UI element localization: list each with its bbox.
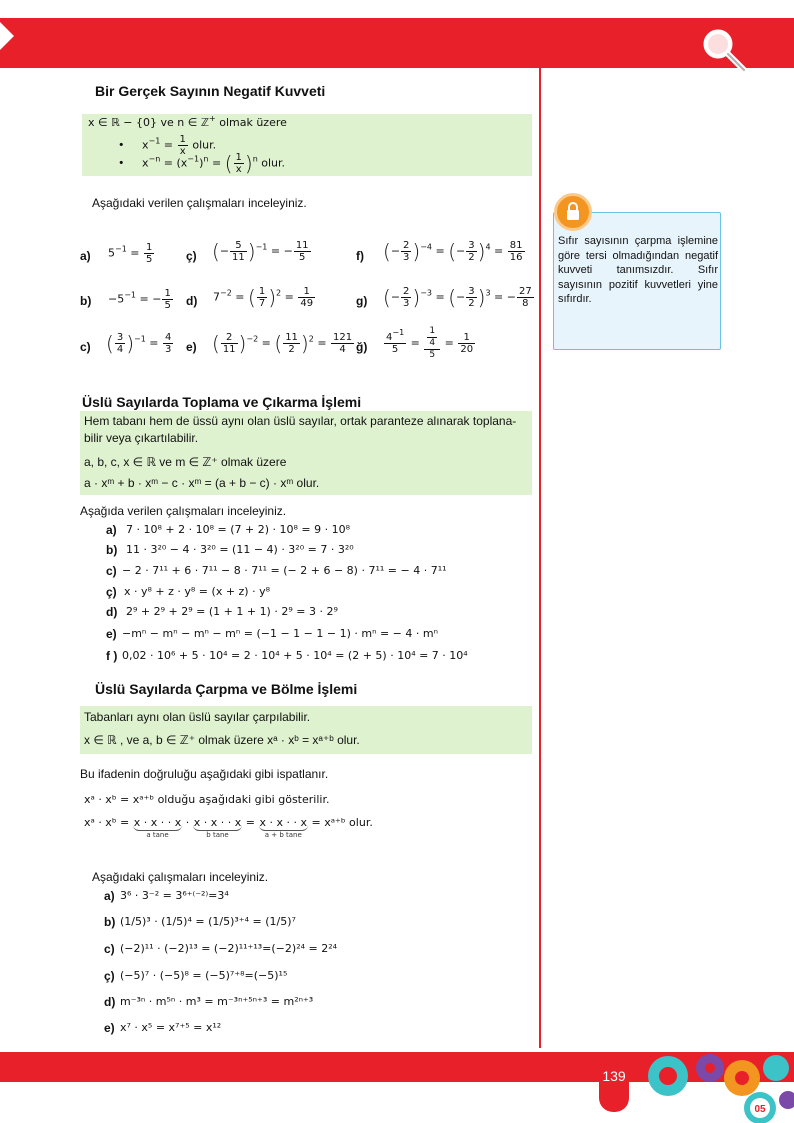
example-e: ( $\frac{2}{11}$ )$^{-2}$ = ( $\frac{11}{2}$ )$^2$ = $\frac{121}{4}$: [212, 331, 353, 356]
proof-line-1: xᵃ · xᵇ = xᵃ⁺ᵇ olduğu aşağıdaki gibi gösterilir.: [84, 793, 330, 806]
add-item-expr: x · y⁸ + z · y⁸ = (x + z) · y⁸: [124, 585, 271, 598]
rule-add-line-1: Hem tabanı hem de üssü aynı olan üslü sayılar, ortak paranteze alınarak toplana-: [84, 414, 517, 428]
add-item-label: d): [106, 605, 118, 619]
rule-add-line-3: a, b, c, x ∈ ℝ ve m ∈ ℤ⁺ olmak üzere: [84, 455, 287, 469]
proof-line-2: xᵃ · xᵇ = x · x · · x a tane · x · x · · x b tane = x · x · · x a + b tane = xᵃ⁺ᵇ olur.: [84, 816, 373, 839]
add-item-expr: 11 · 3²⁰ − 4 · 3²⁰ = (11 − 4) · 3²⁰ = 7 · 3²⁰: [126, 543, 354, 556]
add-item-expr: − 2 · 7¹¹ + 6 · 7¹¹ − 8 · 7¹¹ = (− 2 + 6 − 8) · 7¹¹ = − 4 · 7¹¹: [122, 564, 447, 577]
page-number: 139: [602, 1068, 626, 1084]
mult-item-label: d): [104, 995, 116, 1009]
header-bar: [0, 18, 794, 68]
add-item-label: f ): [106, 649, 118, 663]
mult-item-expr: (1/5)³ · (1/5)⁴ = (1/5)³⁺⁴ = (1/5)⁷: [120, 915, 296, 928]
add-item-label: a): [106, 523, 117, 537]
example-gg: $\frac{4^{-1}}{5}$ = $\frac{\frac{1}{4}}{5}$ = $\frac{1}{20}$: [386, 326, 474, 360]
add-item-label: c): [106, 564, 117, 578]
add-item-expr: 0,02 · 10⁶ + 5 · 10⁴ = 2 · 10⁴ + 5 · 10⁴ = (2 + 5) · 10⁴ = 7 · 10⁴: [122, 649, 468, 662]
badge-number: 05: [754, 1104, 766, 1115]
add-item-label: ç): [106, 585, 117, 599]
section-title-negative-power: Bir Gerçek Sayının Negatif Kuvveti: [95, 83, 326, 99]
example-b: $-5^{-1}$ = − $\frac{1}{5}$: [108, 288, 171, 311]
add-item-expr: 2⁹ + 2⁹ + 2⁹ = (1 + 1 + 1) · 2⁹ = 3 · 2⁹: [126, 605, 338, 618]
examples-intro-3: Aşağıdaki çalışmaları inceleyiniz.: [92, 870, 269, 884]
example-label-gg: ğ): [356, 340, 368, 354]
examples-intro-2: Aşağıda verilen çalışmaları inceleyiniz.: [80, 504, 287, 518]
section-title-add-subtract: Üslü Sayılarda Toplama ve Çıkarma İşlemi: [82, 394, 362, 410]
rule-mult-line-2: x ∈ ℝ , ve a, b ∈ ℤ⁺ olmak üzere xᵃ · xᵇ = xᵃ⁺ᵇ olur.: [84, 733, 360, 747]
add-item-label: e): [106, 627, 117, 641]
mult-item-expr: 3⁶ · 3⁻² = 3⁶⁺⁽⁻²⁾=3⁴: [120, 889, 229, 902]
mult-item-label: b): [104, 915, 116, 929]
rule-mult-line-1: Tabanları aynı olan üslü sayılar çarpılabilir.: [84, 710, 311, 724]
example-label-a: a): [80, 249, 91, 263]
example-d: $7^{-2}$ = ( $\frac{1}{7}$ )$^2$ = $\frac{1}{49}$: [213, 285, 314, 310]
add-item-expr: −mⁿ − mⁿ − mⁿ − mⁿ = (−1 − 1 − 1 − 1) · mⁿ = − 4 · mⁿ: [122, 627, 438, 640]
mult-item-label: ç): [104, 969, 115, 983]
mult-item-expr: (−2)¹¹ · (−2)¹³ = (−2)¹¹⁺¹³=(−2)²⁴ = 2²⁴: [120, 942, 338, 955]
example-label-g: g): [356, 294, 368, 308]
example-c: ( $\frac{3}{4}$ )$^{-1}$ = $\frac{4}{3}$: [106, 331, 172, 356]
example-label-e: e): [186, 340, 197, 354]
proof-intro: Bu ifadenin doğruluğu aşağıdaki gibi ispatlanır.: [80, 767, 329, 781]
definition-line: x ∈ ℝ − {0} ve n ∈ ℤ+ olmak üzere: [88, 114, 287, 129]
info-note-text: Sıfır sayısının çarpma işlemine göre tersi olmadığından negatif kuvveti tanımsızdır. Sıfır sayısının pozitif kuvvetleri yine sıfırdır.: [558, 235, 718, 306]
magnifier-icon: [700, 26, 748, 74]
mult-item-expr: x⁷ · x⁵ = x⁷⁺⁵ = x¹²: [120, 1021, 222, 1034]
example-label-f: f): [356, 249, 364, 263]
rule-add-line-2: bilir veya çıkartılabilir.: [84, 431, 199, 445]
example-label-cc: ç): [186, 249, 197, 263]
section-title-multiply-divide: Üslü Sayılarda Çarpma ve Bölme İşlemi: [95, 681, 358, 697]
example-label-b: b): [80, 294, 92, 308]
gears-icon: [638, 1038, 794, 1123]
header-chevron: [0, 22, 14, 50]
rule-add-line-4: a · xᵐ + b · xᵐ − c · xᵐ = (a + b − c) · xᵐ olur.: [84, 476, 320, 490]
example-f: (− $\frac{2}{3}$ )$^{-4}$ = (− $\frac{3}{2}$ )$^4$ = $\frac{81}{16}$: [383, 239, 523, 264]
mult-item-label: c): [104, 942, 115, 956]
examples-intro-1: Aşağıdaki verilen çalışmaları inceleyiniz.: [92, 196, 307, 210]
example-a: $5^{-1}$ = $\frac{1}{5}$: [108, 242, 153, 265]
mult-item-label: a): [104, 889, 115, 903]
add-item-label: b): [106, 543, 118, 557]
definition-bullet-2: • $x^{-n} = (x^{-1})^n$ = ( $\frac{1}{x}$ )$^n$ olur.: [118, 151, 286, 176]
add-item-expr: 7 · 10⁸ + 2 · 10⁸ = (7 + 2) · 10⁸ = 9 · 10⁸: [126, 523, 351, 536]
example-cc: (− $\frac{5}{11}$ )$^{-1}$ = − $\frac{11}{5}$: [212, 239, 309, 264]
example-label-c: c): [80, 340, 91, 354]
mult-item-label: e): [104, 1021, 115, 1035]
example-g: (− $\frac{2}{3}$ )$^{-3}$ = (− $\frac{3}{2}$ )$^3$ = − $\frac{27}{8}$: [383, 285, 532, 310]
mult-item-expr: m⁻³ⁿ · m⁵ⁿ · m³ = m⁻³ⁿ⁺⁵ⁿ⁺³ = m²ⁿ⁺³: [120, 995, 314, 1008]
definition-bullet-1: • $x^{-1}$ = $\frac{1}{x}$ olur.: [118, 134, 217, 157]
lock-icon: [554, 193, 592, 231]
column-divider: [539, 68, 541, 1048]
example-label-d: d): [186, 294, 198, 308]
mult-item-expr: (−5)⁷ · (−5)⁸ = (−5)⁷⁺⁸=(−5)¹⁵: [120, 969, 288, 982]
